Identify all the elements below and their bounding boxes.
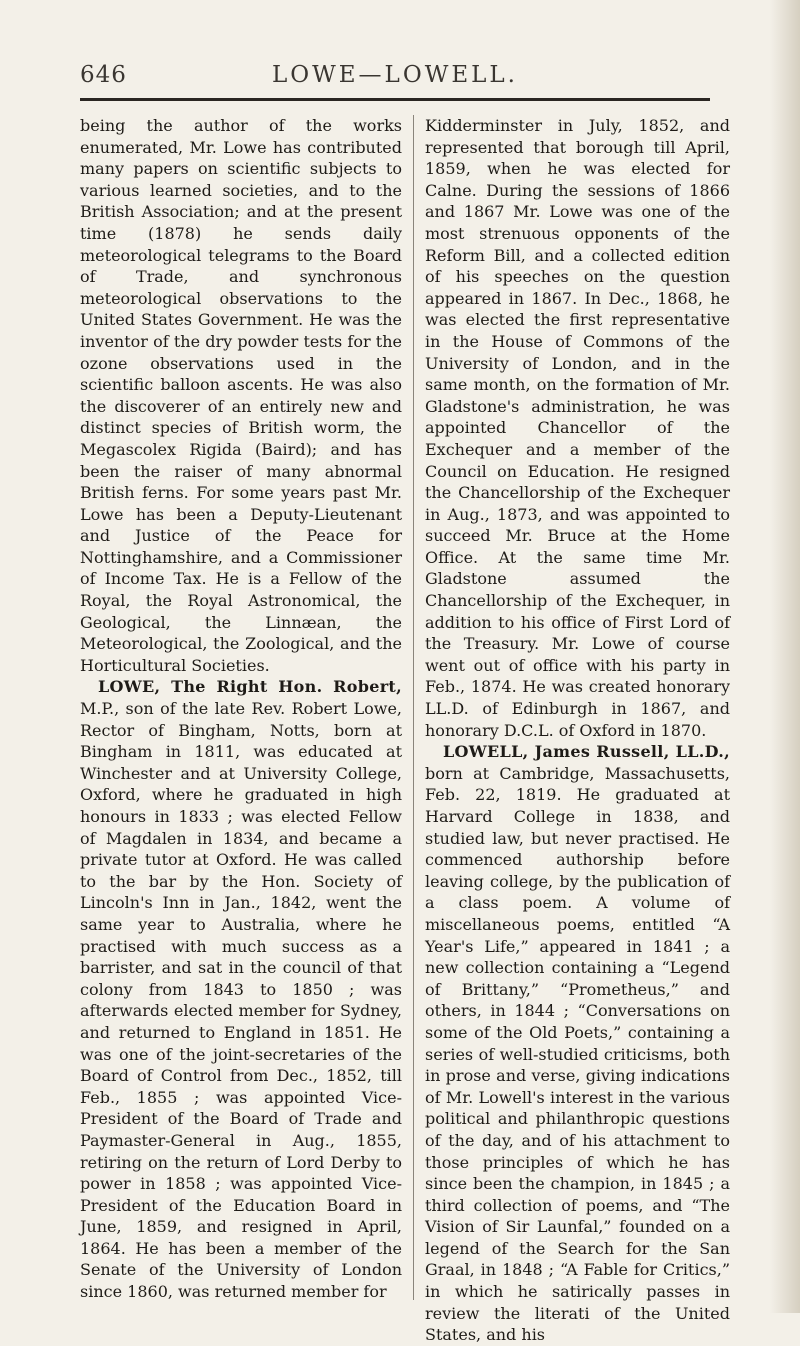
page-number: 646 [80,62,127,88]
entry-heading: LOWE, The Right Hon. Robert, [98,677,402,697]
page-edge-shadow [770,0,800,1313]
entry-heading: LOWELL, James Russell, LL.D., [443,742,730,762]
running-head: LOWE—LOWELL. [272,62,518,88]
paragraph-continued: being the author of the works enumerated, Mr. Lowe has contributed many papers on scientific subjects to various learned societies, and to the British Association; and at the present time (1878) he sends daily meteorological telegrams to the Board of Trade, and synchronous meteorological observations to the United States Government. He was the inventor of the dry powder tests for the ozone observations used in the scientific balloon ascents. He was also the discoverer of an entirely new and distinct species of British worm, the Megascolex Rigida (Baird); and has been the raiser of many abnormal British ferns. For some years past Mr. Lowe has been a Deputy-Lieutenant and Justice of the Peace for Nottinghamshire, and a Commissioner of Income Tax. He is a Fellow of the Royal, the Royal Astronomical, the Geological, the Linnæan, the Meteorological, the Zoological, and the Horticultural Societies. [80,116,402,675]
header-rule [80,98,710,101]
page-header [80,58,710,98]
entry-body: born at Cambridge, Massachusetts, Feb. 22, 1819. He graduated at Harvard College in 1838, and studied law, but never practised. He commenced authorship before leaving college, by the publication of a class poem. A volume of miscellaneous poems, entitled “A Year's Life,” appeared in 1841 ; a new collection containing a “Legend of Brittany,” “Prometheus,” and others, in 1844 ; “Conversations on some of the Old Poets,” containing a series of well-studied criticisms, both in prose and verse, giving indications of Mr. Lowell's interest in the various political and philanthropic questions of the day, and of his attachment to those principles of which he has since been the champion, in 1845 ; a third collection of poems, and “The Vision of Sir Launfal,” founded on a legend of the Search for the San Graal, in 1848 ; “A Fable for Critics,” in which he satirically passes in review the literati of the United States, and his [425,763,730,1345]
column-divider [413,115,414,1300]
entry-lowe-robert [80,676,402,1302]
entry-lowell-james [425,741,730,1346]
left-column [80,115,402,1303]
right-column [425,115,730,1346]
entry-body: M.P., son of the late Rev. Robert Lowe, Rector of Bingham, Notts, born at Bingham in 1811, was educated at Winchester and at University College, Oxford, where he graduated in high honours in 1833 ; was elected Fellow of Magdalen in 1834, and became a private tutor at Oxford. He was called to the bar by the Hon. Society of Lincoln's Inn in Jan., 1842, went the same year to Australia, where he practised with much success as a barrister, and sat in the council of that colony from 1843 to 1850 ; was afterwards elected member for Sydney, and returned to England in 1851. He was one of the joint-secretaries of the Board of Control from Dec., 1852, till Feb., 1855 ; was appointed Vice-President of the Board of Trade and Paymaster-General in Aug., 1855, retiring on the return of Lord Derby to power in 1858 ; was appointed Vice-President of the Education Board in June, 1859, and resigned in April, 1864. He has been a member of the Senate of the University of London since 1860, was returned member for [80,699,402,1302]
paragraph-continued: Kidderminster in July, 1852, and represented that borough till April, 1859, when he was elected for Calne. During the sessions of 1866 and 1867 Mr. Lowe was one of the most strenuous opponents of the Reform Bill, and a collected edition of his speeches on the question appeared in 1867. In Dec., 1868, he was elected the first representative in the House of Commons of the University of London, and in the same month, on the formation of Mr. Gladstone's administration, he was appointed Chancellor of the Exchequer and a member of the Council on Education. He resigned the Chancellorship of the Exchequer in Aug., 1873, and was appointed to succeed Mr. Bruce at the Home Office. At the same time Mr. Gladstone assumed the Chancellorship of the Exchequer, in addition to his office of First Lord of the Treasury. Mr. Lowe of course went out of office with his party in Feb., 1874. He was created honorary LL.D. of Edinburgh in 1867, and honorary D.C.L. of Oxford in 1870. [425,116,730,740]
